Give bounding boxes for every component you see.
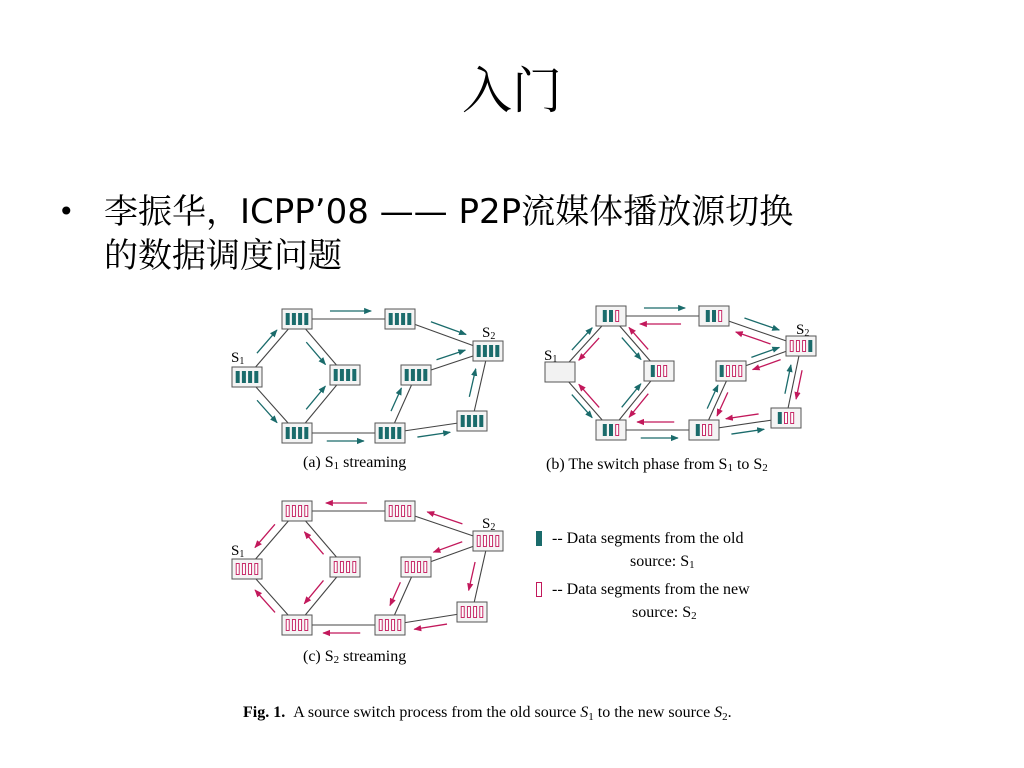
panel-a-node-b2	[375, 423, 405, 443]
panel-c-caption: (c) S2 streaming	[303, 648, 407, 666]
legend-old-swatch	[536, 531, 542, 546]
figure-caption: Fig. 1. A source switch process from the old source S1 to the new source S2.	[243, 704, 732, 723]
legend-new-line1: -- Data segments from the new	[552, 581, 750, 598]
panel-a-node-m2	[401, 365, 431, 385]
bullet-line-2: 的数据调度问题	[104, 236, 342, 276]
panel-c-node-b2	[375, 615, 405, 635]
legend-old-line1: -- Data segments from the old	[552, 530, 744, 547]
panel-b-s1-label: S1	[544, 348, 558, 365]
panel-b-node-t2	[699, 306, 729, 326]
panel-b-node-m2	[716, 361, 746, 381]
panel-b-node-b2	[689, 420, 719, 440]
bullet-marker: •	[58, 195, 75, 228]
panel-b-diagram	[545, 306, 816, 440]
panel-b-node-m1	[644, 361, 674, 381]
panel-c-diagram	[232, 501, 503, 635]
panel-c-s1-label: S1	[231, 543, 245, 560]
panel-c-node-s1	[232, 559, 262, 579]
panel-a-node-m1	[330, 365, 360, 385]
panel-b-node-b1	[596, 420, 626, 440]
panel-a-node-b3	[457, 411, 487, 431]
panel-a-s2-label: S2	[482, 325, 496, 342]
panel-a-caption: (a) S1 streaming	[303, 454, 407, 472]
panel-c-node-t2	[385, 501, 415, 521]
panel-b-node-s1	[545, 362, 575, 382]
panel-c-node-m2	[401, 557, 431, 577]
panel-c-node-b3	[457, 602, 487, 622]
bullet-line-1: 李振华，ICPP’08 —— P2P流媒体播放源切换	[104, 192, 794, 232]
legend-new-line2: source: S2	[632, 604, 697, 622]
panel-b-node-b3	[771, 408, 801, 428]
panel-a-diagram	[232, 309, 503, 443]
panel-a-node-s2	[473, 341, 503, 361]
panel-a-node-t2	[385, 309, 415, 329]
panel-c-node-b1	[282, 615, 312, 635]
panel-a-node-s1	[232, 367, 262, 387]
panel-a-node-t1	[282, 309, 312, 329]
slide-title: 入门	[462, 62, 562, 120]
panel-a-s1-label: S1	[231, 350, 245, 367]
panel-b-node-t1	[596, 306, 626, 326]
legend-new-swatch	[537, 583, 542, 597]
legend-old-line2: source: S1	[630, 553, 695, 571]
panel-b-s2-label: S2	[796, 322, 810, 339]
panel-b-node-s2	[786, 336, 816, 356]
panel-c-node-s2	[473, 531, 503, 551]
panel-c-s2-label: S2	[482, 516, 496, 533]
panel-c-node-m1	[330, 557, 360, 577]
panel-b-caption: (b) The switch phase from S1 to S2	[546, 456, 768, 474]
panel-c-node-t1	[282, 501, 312, 521]
panel-a-node-b1	[282, 423, 312, 443]
